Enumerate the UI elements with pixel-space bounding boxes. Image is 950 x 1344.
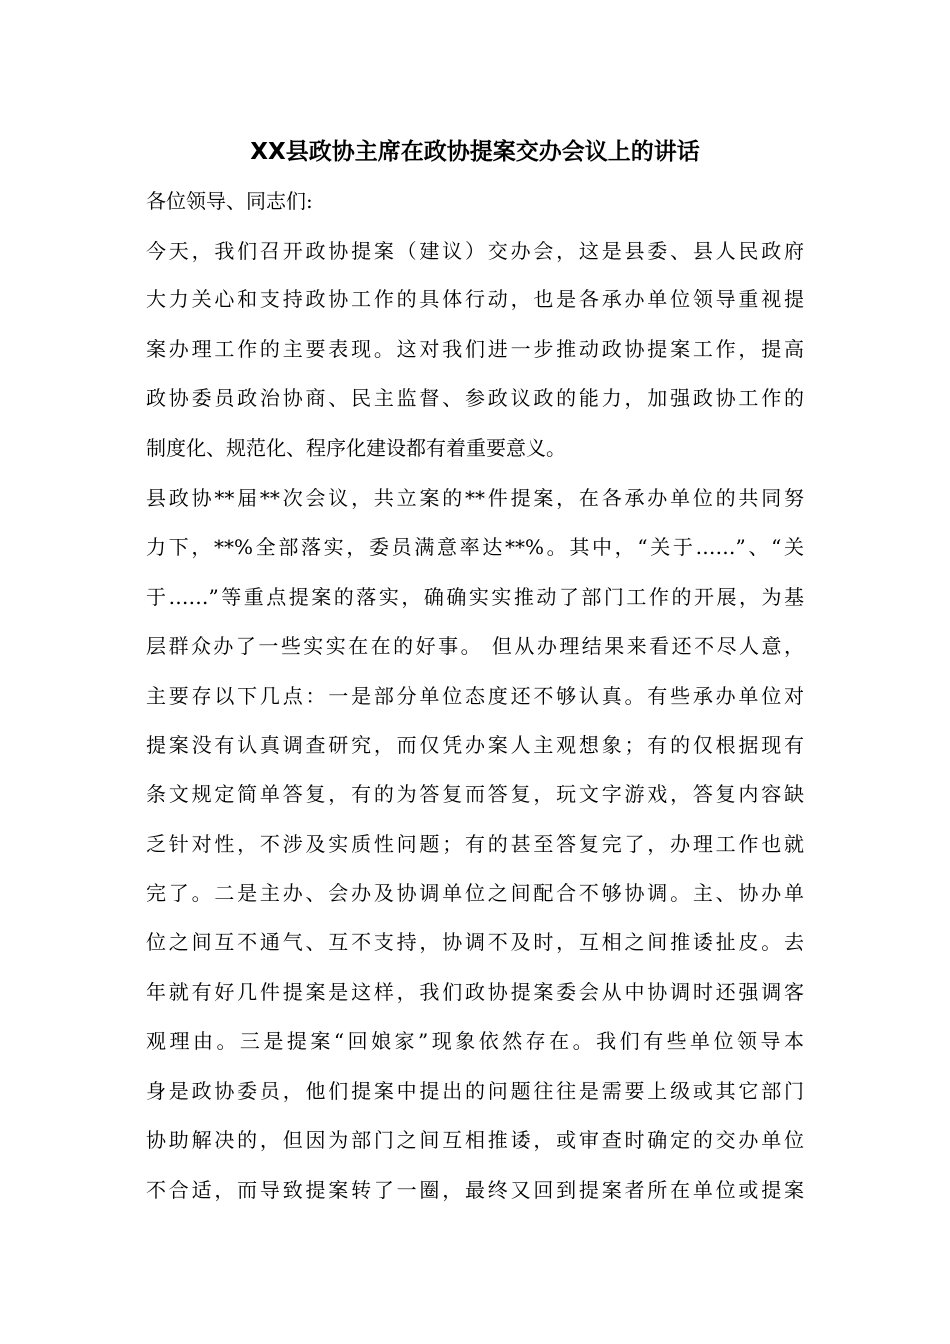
paragraph-line: 年就有好几件提案是这样，我们政协提案委会从中协调时还强调客 — [146, 980, 804, 1004]
document-title: XX县政协主席在政协提案交办会议上的讲话 — [250, 139, 700, 165]
paragraph-line: 今天，我们召开政协提案（建议）交办会，这是县委、县人民政府 — [146, 239, 804, 263]
paragraph-line: 身是政协委员，他们提案中提出的问题往往是需要上级或其它部门 — [146, 1079, 804, 1103]
paragraph-line: 于……”等重点提案的落实，确确实实推动了部门工作的开展，为基 — [146, 585, 804, 609]
paragraph-line: 大力关心和支持政协工作的具体行动，也是各承办单位领导重视提 — [146, 287, 804, 311]
paragraph-line: 制度化、规范化、程序化建设都有着重要意义。 — [146, 436, 566, 460]
paragraph-line: 协助解决的，但因为部门之间互相推诿，或审查时确定的交办单位 — [146, 1128, 804, 1152]
paragraph-line: 不合适，而导致提案转了一圈，最终又回到提案者所在单位或提案 — [146, 1178, 804, 1202]
paragraph-line: 层群众办了一些实实在在的好事。 但从办理结果来看还不尽人意， — [146, 634, 804, 658]
paragraph-line: 主要存以下几点：一是部分单位态度还不够认真。有些承办单位对 — [146, 684, 804, 708]
paragraph-line: 完了。二是主办、会办及协调单位之间配合不够协调。主、协办单 — [146, 881, 804, 905]
salutation-line: 各位领导、同志们: — [146, 189, 313, 213]
paragraph-line: 位之间互不通气、互不支持，协调不及时，互相之间推诿扯皮。去 — [146, 930, 804, 954]
paragraph-line: 县政协**届**次会议，共立案的**件提案，在各承办单位的共同努 — [146, 486, 804, 510]
paragraph-line: 乏针对性，不涉及实质性问题；有的甚至答复完了，办理工作也就 — [146, 832, 804, 856]
paragraph-line: 条文规定简单答复，有的为答复而答复，玩文字游戏，答复内容缺 — [146, 782, 804, 806]
paragraph-line: 力下，**%全部落实，委员满意率达**%。其中，“关于……”、“关 — [146, 535, 804, 559]
paragraph-line: 案办理工作的主要表现。这对我们进一步推动政协提案工作，提高 — [146, 337, 804, 361]
paragraph-line: 提案没有认真调查研究，而仅凭办案人主观想象；有的仅根据现有 — [146, 733, 804, 757]
paragraph-line: 观理由。三是提案“回娘家”现象依然存在。我们有些单位领导本 — [146, 1029, 804, 1053]
paragraph-line: 政协委员政治协商、民主监督、参政议政的能力，加强政协工作的 — [146, 386, 804, 410]
